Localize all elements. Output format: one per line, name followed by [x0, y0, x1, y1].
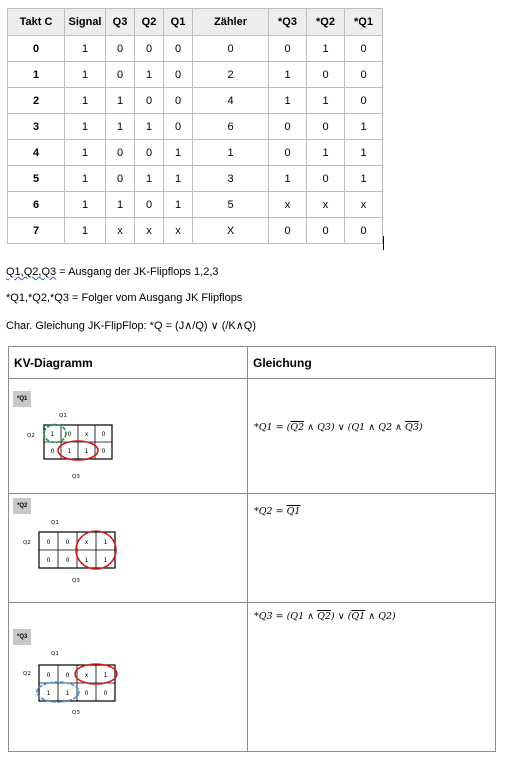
- table-cell: x: [307, 192, 345, 218]
- kv-value: 0: [46, 672, 51, 679]
- table-cell: 1: [345, 166, 383, 192]
- kv-value: 1: [103, 557, 108, 564]
- table-cell: 0: [307, 62, 345, 88]
- table-row: [8, 88, 383, 114]
- table-cell: 1: [106, 192, 135, 218]
- table-cell: 2: [8, 88, 65, 114]
- table-row: [8, 114, 383, 140]
- kv-value: 0: [101, 431, 106, 438]
- table-row: [8, 218, 383, 244]
- state-table: [7, 8, 383, 244]
- table-cell: 1: [65, 62, 106, 88]
- table-cell: x: [269, 192, 307, 218]
- kv-cell: [9, 494, 248, 603]
- table-cell: 0: [269, 140, 307, 166]
- eq-negated: Q2: [290, 422, 305, 433]
- kv-value: 1: [103, 539, 108, 546]
- kv-value: 0: [50, 448, 55, 455]
- kv-value: 0: [65, 539, 70, 546]
- equation-q1: [254, 422, 423, 433]
- table-cell: 1: [65, 36, 106, 62]
- table-cell: 1: [307, 88, 345, 114]
- table-cell: 0: [164, 114, 193, 140]
- kv-label-q2: Q2: [27, 433, 35, 439]
- table-cell: 1: [269, 166, 307, 192]
- kv-value: x: [84, 672, 89, 679]
- note-char-equation: Char. Gleichung JK-FlipFlop: *Q = (J∧/Q) ∨ (/K∧Q): [6, 320, 257, 332]
- table-cell: 0: [164, 36, 193, 62]
- table-cell: 0: [106, 140, 135, 166]
- kv-value: 0: [46, 539, 51, 546]
- kv-label-q2: Q2: [23, 540, 31, 546]
- eq-part: ): [418, 422, 423, 433]
- kv-value: 1: [65, 690, 70, 697]
- eq-part: ∧ Q3) ∨ (Q1 ∧ Q2 ∧: [304, 422, 406, 433]
- kv-header-row: [9, 347, 496, 379]
- kv-tag: *Q3: [13, 629, 31, 645]
- table-cell: 6: [193, 114, 269, 140]
- table-cell: 0: [135, 88, 164, 114]
- kv-value: 0: [67, 431, 72, 438]
- table-cell: 0: [345, 36, 383, 62]
- table-cell: 1: [164, 166, 193, 192]
- kv-value: 0: [101, 448, 106, 455]
- eq-part: *Q3 = (Q1 ∧: [254, 611, 318, 622]
- table-cell: 1: [135, 114, 164, 140]
- table-cell: 1: [65, 114, 106, 140]
- kv-diagram-q2: [9, 494, 247, 602]
- table-cell: 1: [65, 218, 106, 244]
- kv-row-q3: [9, 603, 496, 752]
- table-cell: 0: [193, 36, 269, 62]
- kv-value: 0: [84, 690, 89, 697]
- kv-value: 1: [84, 557, 89, 564]
- kv-label-q2: Q2: [23, 671, 31, 677]
- kv-diagram-q1: [9, 379, 247, 493]
- table-cell: 0: [135, 140, 164, 166]
- kv-value: 1: [50, 431, 55, 438]
- kv-value: 0: [65, 557, 70, 564]
- kv-label-q3: Q3: [72, 710, 80, 716]
- table-cell: 1: [106, 88, 135, 114]
- kv-header: KV-Diagramm: [9, 347, 248, 379]
- table-cell: x: [135, 218, 164, 244]
- kv-value: 0: [46, 557, 51, 564]
- table-cell: 1: [164, 140, 193, 166]
- table-row: [8, 166, 383, 192]
- col-header: Q3: [106, 9, 135, 36]
- state-table-header-row: [8, 9, 383, 36]
- col-header: *Q2: [307, 9, 345, 36]
- table-cell: 0: [345, 88, 383, 114]
- kv-value: 1: [46, 690, 51, 697]
- kv-value: 1: [67, 448, 72, 455]
- table-cell: 1: [65, 166, 106, 192]
- table-cell: 1: [65, 192, 106, 218]
- table-cell: 4: [193, 88, 269, 114]
- kv-tag: *Q1: [13, 391, 31, 407]
- table-row: [8, 140, 383, 166]
- table-cell: 1: [345, 114, 383, 140]
- table-cell: 1: [65, 88, 106, 114]
- table-cell: 0: [345, 218, 383, 244]
- eq-part: *Q1 = (: [254, 422, 291, 433]
- table-cell: 1: [106, 114, 135, 140]
- note-outputs: [6, 266, 219, 278]
- table-cell: 0: [307, 166, 345, 192]
- col-header: Q2: [135, 9, 164, 36]
- kv-label-q3: Q3: [72, 578, 80, 584]
- kv-row-q2: [9, 494, 496, 603]
- table-cell: 0: [307, 218, 345, 244]
- table-cell: 0: [269, 36, 307, 62]
- table-cell: 1: [269, 88, 307, 114]
- table-cell: 0: [164, 88, 193, 114]
- kv-value: 0: [65, 672, 70, 679]
- table-cell: 0: [106, 166, 135, 192]
- equation-q3: [254, 611, 396, 622]
- kv-value: x: [84, 431, 89, 438]
- eq-negated: Q1: [286, 506, 301, 517]
- table-cell: 1: [345, 140, 383, 166]
- table-cell: 1: [65, 140, 106, 166]
- kv-label-q1: Q1: [59, 413, 67, 419]
- table-row: [8, 192, 383, 218]
- text-cursor: [383, 236, 384, 250]
- eq-negated: Q2: [317, 611, 331, 622]
- table-cell: 1: [269, 62, 307, 88]
- table-cell: 0: [345, 62, 383, 88]
- spellcheck-word: Q1,Q2,Q3: [6, 266, 57, 278]
- table-cell: 2: [193, 62, 269, 88]
- table-cell: 5: [193, 192, 269, 218]
- table-cell: X: [193, 218, 269, 244]
- kv-value: 1: [103, 672, 108, 679]
- col-header: Takt C: [8, 9, 65, 36]
- col-header: Q1: [164, 9, 193, 36]
- kv-value: 0: [103, 690, 108, 697]
- table-cell: 0: [106, 62, 135, 88]
- kv-label-q3: Q3: [72, 474, 80, 480]
- table-cell: 0: [8, 36, 65, 62]
- kv-table: [8, 346, 496, 752]
- table-cell: x: [164, 218, 193, 244]
- table-cell: 0: [164, 62, 193, 88]
- table-cell: 0: [307, 114, 345, 140]
- kv-cell: [9, 603, 248, 752]
- table-cell: x: [106, 218, 135, 244]
- kv-cell: [9, 379, 248, 494]
- col-header: *Q1: [345, 9, 383, 36]
- table-cell: 1: [164, 192, 193, 218]
- equation-cell: [248, 379, 496, 494]
- col-header: Zähler: [193, 9, 269, 36]
- kv-value: x: [84, 539, 89, 546]
- table-cell: 0: [135, 36, 164, 62]
- eq-part: ) ∨ (: [330, 611, 352, 622]
- table-cell: 3: [193, 166, 269, 192]
- col-header: *Q3: [269, 9, 307, 36]
- kv-row-q1: [9, 379, 496, 494]
- table-cell: 1: [135, 62, 164, 88]
- table-cell: 0: [269, 114, 307, 140]
- eq-part: ∧ Q2): [365, 611, 396, 622]
- equation-q2: [254, 506, 300, 517]
- col-header: Signal: [65, 9, 106, 36]
- table-cell: 6: [8, 192, 65, 218]
- table-cell: 1: [193, 140, 269, 166]
- equation-cell: [248, 603, 496, 752]
- kv-loop-green: [44, 425, 66, 443]
- table-cell: 1: [8, 62, 65, 88]
- table-cell: 7: [8, 218, 65, 244]
- eq-negated: Q3: [405, 422, 419, 433]
- table-cell: 0: [269, 218, 307, 244]
- eq-negated: Q1: [351, 611, 366, 622]
- table-cell: 0: [135, 192, 164, 218]
- eq-part: *Q2 =: [254, 506, 287, 517]
- table-cell: 0: [106, 36, 135, 62]
- equation-cell: [248, 494, 496, 603]
- table-cell: x: [345, 192, 383, 218]
- table-row: [8, 62, 383, 88]
- kv-label-q1: Q1: [51, 520, 59, 526]
- table-cell: 1: [135, 166, 164, 192]
- table-row: [8, 36, 383, 62]
- table-cell: 1: [307, 140, 345, 166]
- kv-value: 1: [84, 448, 89, 455]
- kv-tag: *Q2: [13, 498, 31, 514]
- table-cell: 4: [8, 140, 65, 166]
- kv-diagram-q3: [9, 603, 247, 751]
- note-followers: *Q1,*Q2,*Q3 = Folger vom Ausgang JK Flipflops: [6, 292, 243, 304]
- kv-label-q1: Q1: [51, 651, 59, 657]
- note-text: = Ausgang der JK-Flipflops 1,2,3: [56, 266, 219, 278]
- equation-header: Gleichung: [248, 347, 496, 379]
- table-cell: 1: [307, 36, 345, 62]
- table-cell: 5: [8, 166, 65, 192]
- table-cell: 3: [8, 114, 65, 140]
